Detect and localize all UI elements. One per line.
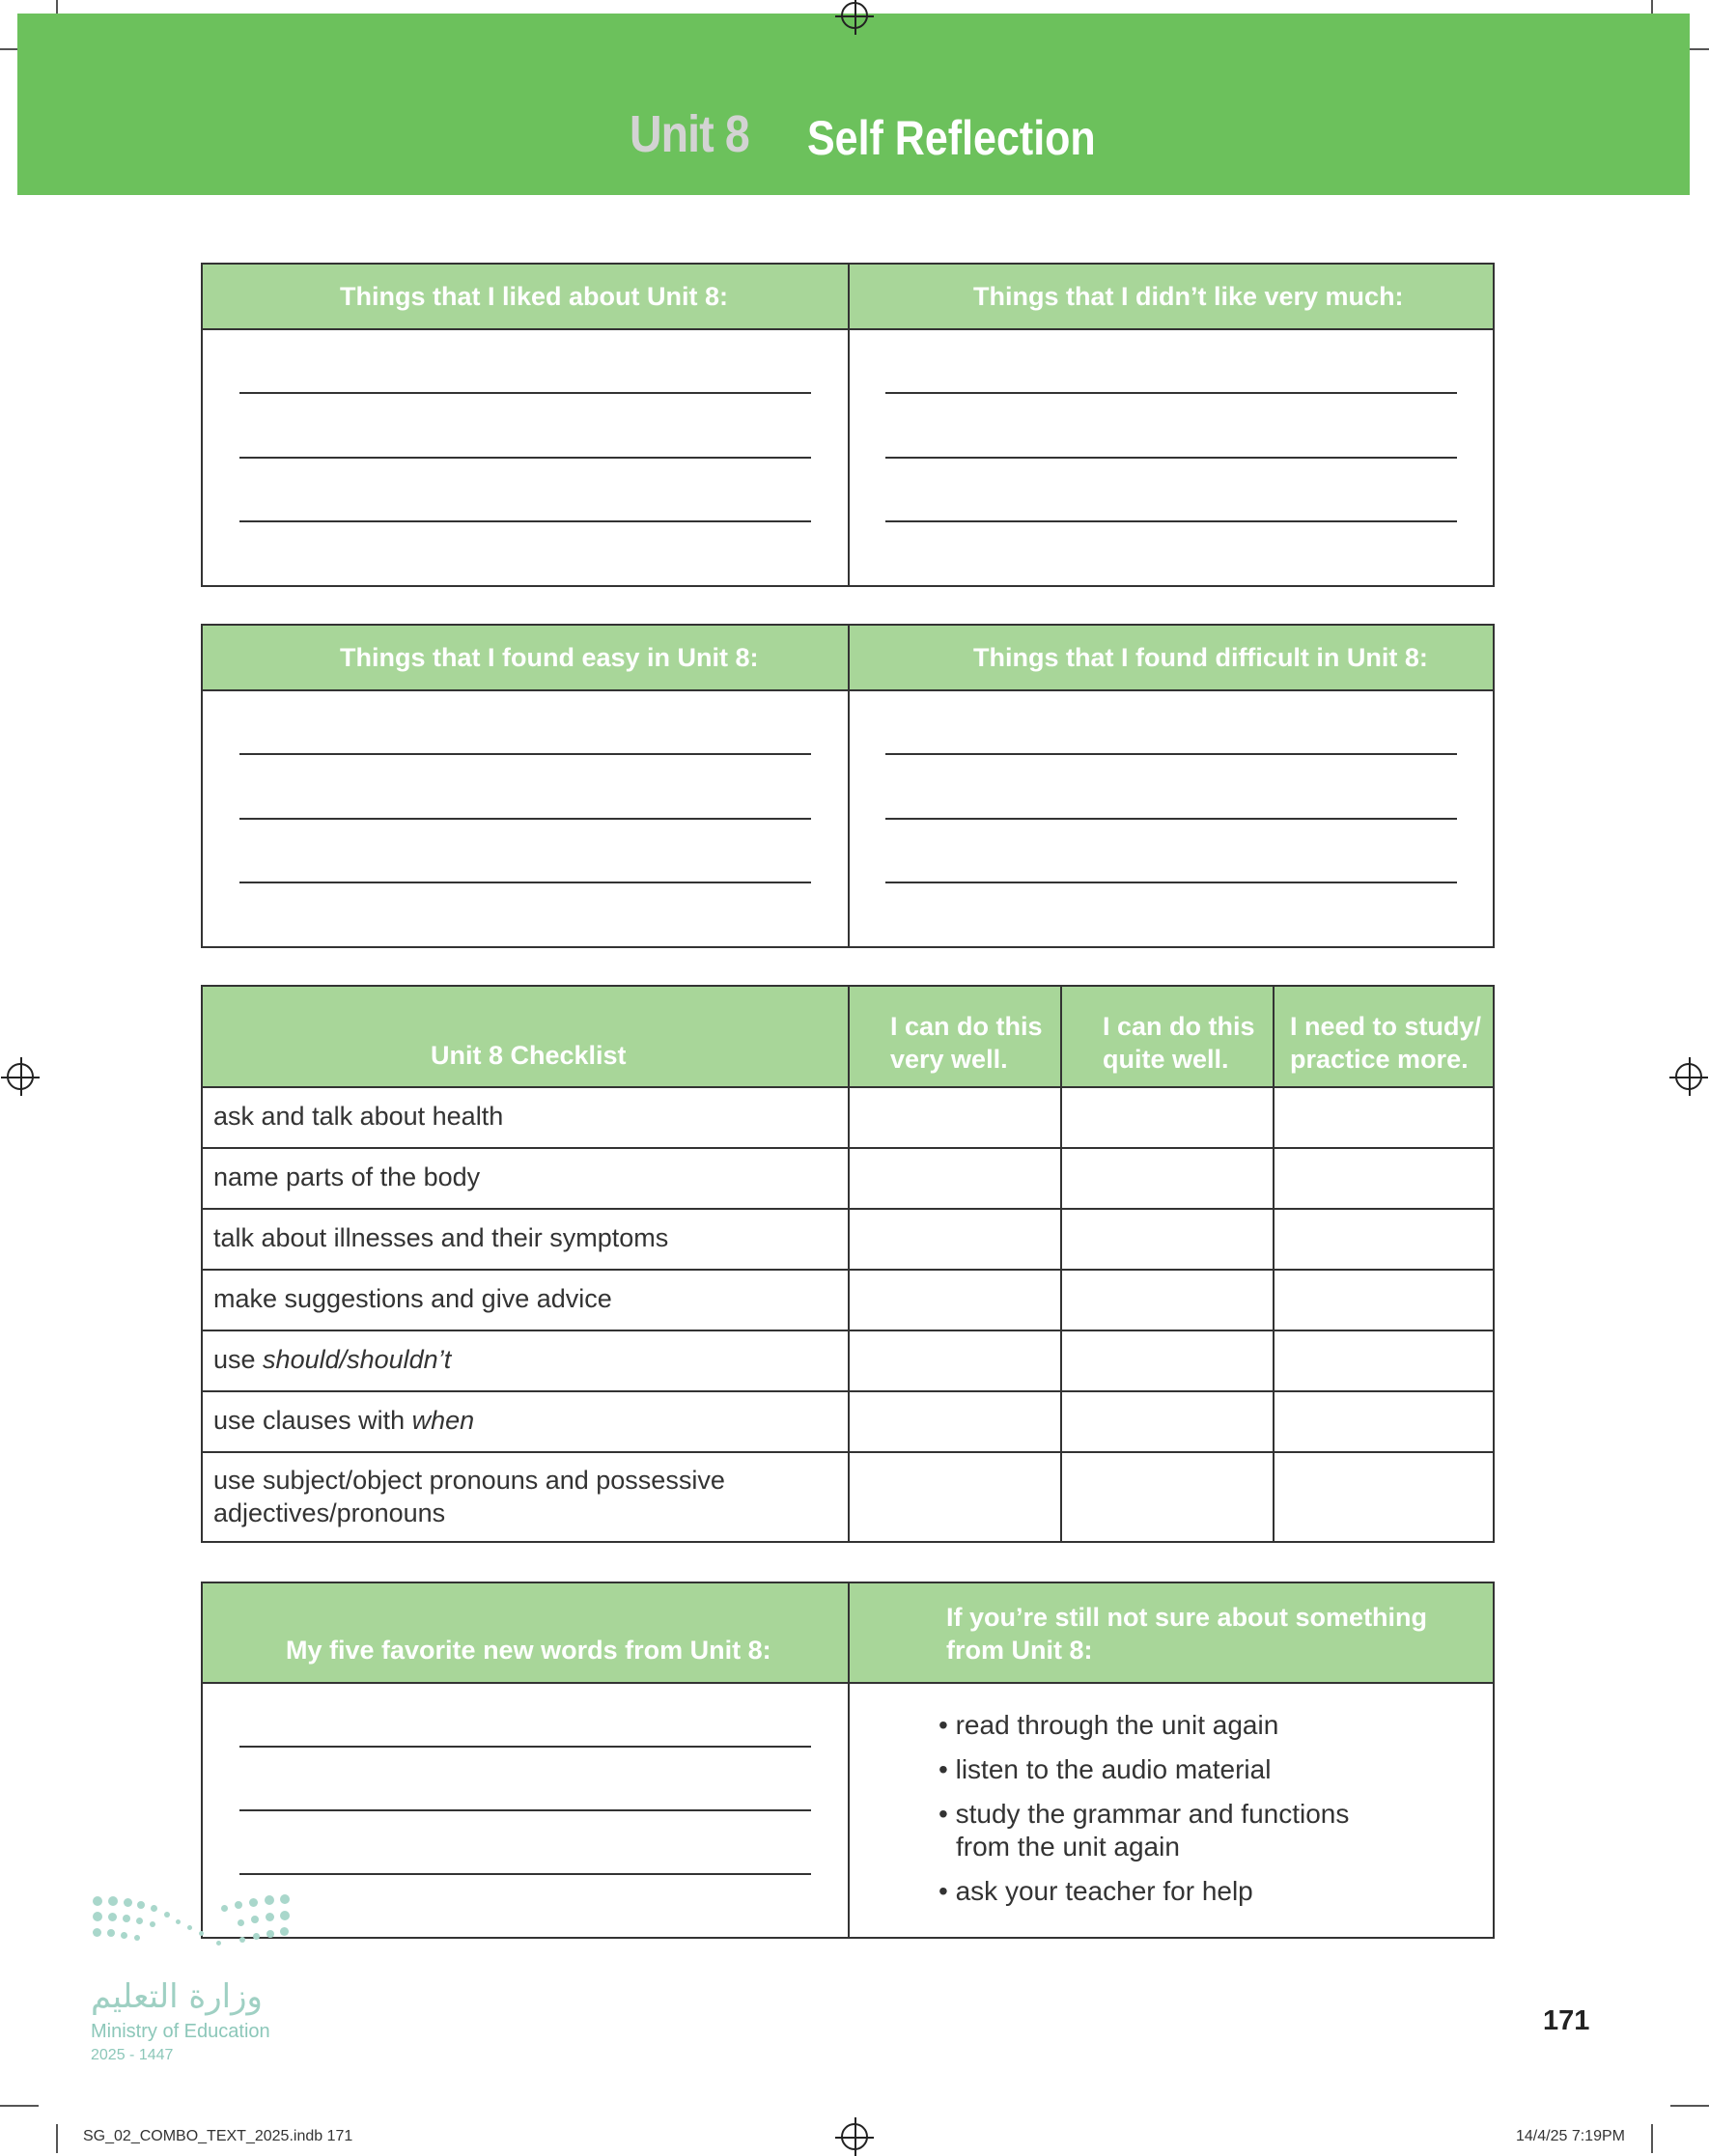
check-cell[interactable] (850, 1210, 1060, 1269)
unit-label: Unit 8 (630, 105, 749, 163)
tip-item: • ask your teacher for help (939, 1876, 1253, 1906)
not-sure-header-line2: from Unit 8: (946, 1636, 1093, 1665)
check-cell[interactable] (1275, 1149, 1493, 1208)
favorite-words-header-text: My five favorite new words from Unit 8: (286, 1636, 771, 1665)
header-band (17, 14, 1690, 195)
writing-line[interactable] (885, 392, 1457, 394)
writing-line[interactable] (239, 882, 811, 883)
checklist-item: use should/shouldn’t (213, 1345, 452, 1374)
checklist-table (201, 985, 1495, 1543)
check-cell[interactable] (850, 1331, 1060, 1390)
writing-line[interactable] (239, 1809, 811, 1811)
check-cell[interactable] (1275, 1271, 1493, 1330)
logo-year-text: 2025 - 1447 (91, 2047, 174, 2063)
divider (848, 1583, 850, 1937)
disliked-header-text: Things that I didn’t like very much: (973, 282, 1404, 311)
col-study-more-line1: I need to study/ (1290, 1012, 1482, 1041)
logo-arabic-text: وزارة التعليم (91, 1977, 263, 2016)
tip-item: • study the grammar and functions (939, 1799, 1350, 1829)
writing-line[interactable] (239, 753, 811, 755)
crop-mark (1670, 2105, 1709, 2107)
easy-header-text: Things that I found easy in Unit 8: (340, 643, 759, 672)
liked-header-text: Things that I liked about Unit 8: (340, 282, 728, 311)
col-quite-well-line1: I can do this (1103, 1012, 1255, 1041)
checklist-item: make suggestions and give advice (213, 1284, 612, 1313)
check-cell[interactable] (1062, 1453, 1273, 1541)
registration-mark-icon (7, 1063, 34, 1090)
check-cell[interactable] (1062, 1271, 1273, 1330)
col-very-well-line1: I can do this (890, 1012, 1043, 1041)
not-sure-header-line1: If you’re still not sure about something (946, 1603, 1428, 1632)
check-cell[interactable] (850, 1453, 1060, 1541)
crop-mark (1651, 2124, 1653, 2153)
page-number: 171 (1543, 2005, 1590, 2036)
registration-mark-icon (841, 2123, 868, 2150)
col-quite-well-line2: quite well. (1103, 1045, 1229, 1074)
checklist-item: talk about illnesses and their symptoms (213, 1223, 669, 1252)
writing-line[interactable] (885, 818, 1457, 820)
checklist-title: Unit 8 Checklist (431, 1041, 627, 1070)
writing-line[interactable] (239, 457, 811, 459)
tip-item: • listen to the audio material (939, 1754, 1272, 1784)
check-cell[interactable] (1275, 1210, 1493, 1269)
writing-line[interactable] (239, 520, 811, 522)
checklist-item: use subject/object pronouns and possessive (213, 1466, 725, 1495)
check-cell[interactable] (1062, 1149, 1273, 1208)
slug-file: SG_02_COMBO_TEXT_2025.indb 171 (83, 2128, 353, 2144)
slug-date: 14/4/25 7:19PM (1516, 2128, 1625, 2144)
check-cell[interactable] (1062, 1392, 1273, 1451)
registration-mark-icon (841, 2, 868, 29)
check-cell[interactable] (1062, 1331, 1273, 1390)
writing-line[interactable] (239, 818, 811, 820)
check-cell[interactable] (1275, 1392, 1493, 1451)
crop-mark (0, 2105, 39, 2107)
checklist-item-continued: adjectives/pronouns (213, 1498, 446, 1527)
writing-line[interactable] (885, 882, 1457, 883)
page-title: Self Reflection (807, 111, 1096, 165)
writing-line[interactable] (239, 1746, 811, 1748)
checklist-item: use clauses with when (213, 1406, 475, 1435)
col-study-more-line2: practice more. (1290, 1045, 1469, 1074)
divider (848, 265, 850, 585)
difficult-header-text: Things that I found difficult in Unit 8: (973, 643, 1428, 672)
checklist-item: ask and talk about health (213, 1102, 504, 1131)
check-cell[interactable] (850, 1271, 1060, 1330)
registration-mark-icon (1675, 1063, 1702, 1090)
check-cell[interactable] (1275, 1453, 1493, 1541)
check-cell[interactable] (1275, 1088, 1493, 1147)
check-cell[interactable] (850, 1149, 1060, 1208)
col-very-well-line2: very well. (890, 1045, 1008, 1074)
writing-line[interactable] (239, 392, 811, 394)
crop-mark (56, 2124, 58, 2153)
check-cell[interactable] (1275, 1331, 1493, 1390)
writing-line[interactable] (885, 457, 1457, 459)
check-cell[interactable] (1062, 1210, 1273, 1269)
divider (848, 626, 850, 946)
checklist-item: name parts of the body (213, 1162, 481, 1191)
easy-difficult-table (201, 624, 1495, 948)
writing-line[interactable] (239, 1873, 811, 1875)
tip-item: • read through the unit again (939, 1710, 1279, 1740)
check-cell[interactable] (1062, 1088, 1273, 1147)
check-cell[interactable] (850, 1088, 1060, 1147)
favorite-words-table (201, 1582, 1495, 1939)
logo-english-text: Ministry of Education (91, 2021, 270, 2042)
ministry-logo-icon (91, 1892, 294, 1956)
writing-line[interactable] (885, 753, 1457, 755)
tip-item-continued: from the unit again (956, 1832, 1180, 1862)
liked-table (201, 263, 1495, 587)
writing-line[interactable] (885, 520, 1457, 522)
check-cell[interactable] (850, 1392, 1060, 1451)
